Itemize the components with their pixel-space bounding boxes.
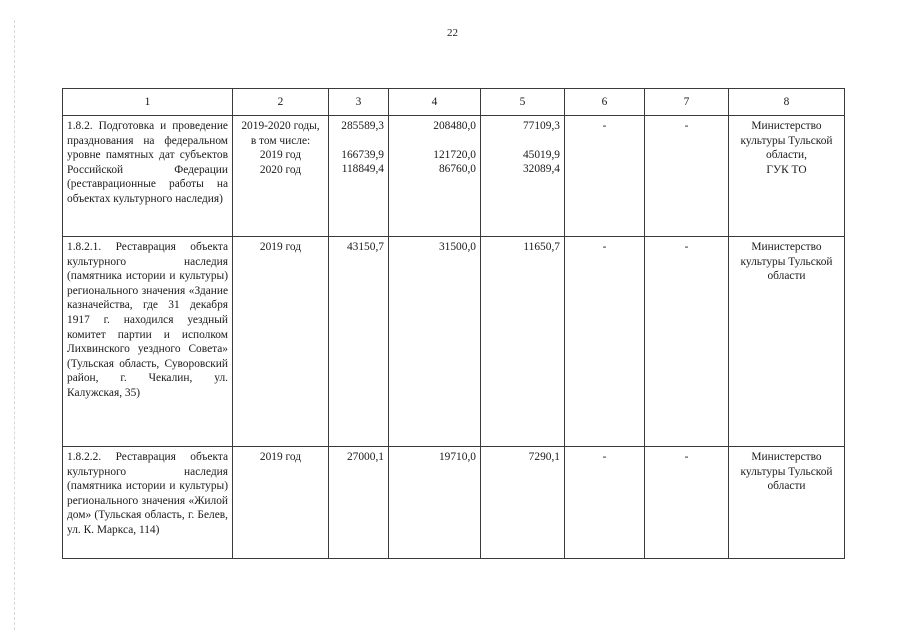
measure-name: 1.8.2.1. Реставрация объекта культурного наследия (памятника истории и культуры) регионального значения «Здание казначейства, где 31 декабря 1917 г. находился уездный комитет партии и исполком Лихвинского уездного Совета» (Тульская область, Суворовский район, г. Чекалин, ул. Калужская, 35): [63, 237, 233, 447]
amount-value: 166739,9: [341, 148, 384, 161]
amount-value: 86760,0: [438, 163, 476, 176]
page-number: 22: [447, 27, 458, 39]
table-row: [63, 447, 845, 559]
responsible-line: культуры Тульской: [740, 255, 833, 268]
responsible-line: области: [767, 480, 806, 493]
responsible-line: области: [767, 270, 806, 283]
table-header-row: [63, 89, 845, 116]
amount-col5-cell: [481, 116, 565, 237]
column-header: 4: [389, 89, 481, 116]
amount-value: 77109,3: [522, 120, 560, 132]
table-row: [63, 237, 845, 447]
period-cell: [233, 237, 329, 447]
amount-value: 11650,7: [523, 241, 560, 253]
total-amount-cell: [329, 116, 389, 237]
amount-col4-cell: [389, 237, 481, 447]
program-table: [62, 88, 845, 559]
period-line: 2020 год: [259, 163, 302, 176]
responsible-line: области,: [766, 149, 807, 162]
dash-cell: -: [645, 116, 729, 237]
period-line: 2019-2020 годы,: [241, 120, 320, 132]
amount-value: 285589,3: [341, 120, 384, 132]
column-header: 7: [645, 89, 729, 116]
amount-value: 118849,4: [341, 163, 384, 176]
period-line: 2019 год: [259, 241, 302, 253]
column-header: 8: [729, 89, 845, 116]
amount-value: 32089,4: [522, 163, 560, 176]
measure-name: 1.8.2. Подготовка и проведение празднования на федеральном уровне памятных дат субъектов Российской Федерации (реставрационные работы на объектах культурного наследия): [63, 116, 233, 237]
total-amount-cell: [329, 447, 389, 559]
scan-edge-mark: [14, 20, 16, 630]
responsible-line: Министерство: [751, 120, 822, 132]
responsible-line: культуры Тульской: [740, 465, 833, 478]
amount-col4-cell: [389, 116, 481, 237]
dash-cell: -: [645, 237, 729, 447]
amount-value: 19710,0: [438, 451, 476, 463]
amount-value: 43150,7: [346, 241, 384, 253]
amount-col4-cell: [389, 447, 481, 559]
period-line: 2019 год: [259, 149, 302, 162]
amount-col5-cell: [481, 447, 565, 559]
column-header: 1: [63, 89, 233, 116]
dash-cell: -: [565, 237, 645, 447]
responsible-cell: [729, 447, 845, 559]
responsible-line: культуры Тульской: [740, 134, 833, 147]
responsible-cell: [729, 116, 845, 237]
column-header: 6: [565, 89, 645, 116]
responsible-line: Министерство: [751, 241, 822, 253]
period-cell: [233, 447, 329, 559]
column-header: 2: [233, 89, 329, 116]
responsible-line: Министерство: [751, 451, 822, 463]
amount-value: 45019,9: [522, 148, 560, 161]
dash-cell: -: [645, 447, 729, 559]
amount-value: 121720,0: [433, 148, 476, 161]
amount-col5-cell: [481, 237, 565, 447]
column-header: 3: [329, 89, 389, 116]
amount-value: 31500,0: [438, 241, 476, 253]
amount-value: 27000,1: [346, 451, 384, 463]
period-line: в том числе:: [250, 134, 311, 147]
measure-name: 1.8.2.2. Реставрация объекта культурного наследия (памятника истории и культуры) регионального значения «Жилой дом» (Тульская область, г. Белев, ул. К. Маркса, 114): [63, 447, 233, 559]
responsible-cell: [729, 237, 845, 447]
amount-value: 208480,0: [433, 120, 476, 132]
column-header: 5: [481, 89, 565, 116]
dash-cell: -: [565, 447, 645, 559]
period-cell: [233, 116, 329, 237]
total-amount-cell: [329, 237, 389, 447]
responsible-line: ГУК ТО: [766, 163, 807, 176]
dash-cell: -: [565, 116, 645, 237]
period-line: 2019 год: [259, 451, 302, 463]
amount-value: 7290,1: [528, 451, 560, 463]
table-row: [63, 116, 845, 237]
